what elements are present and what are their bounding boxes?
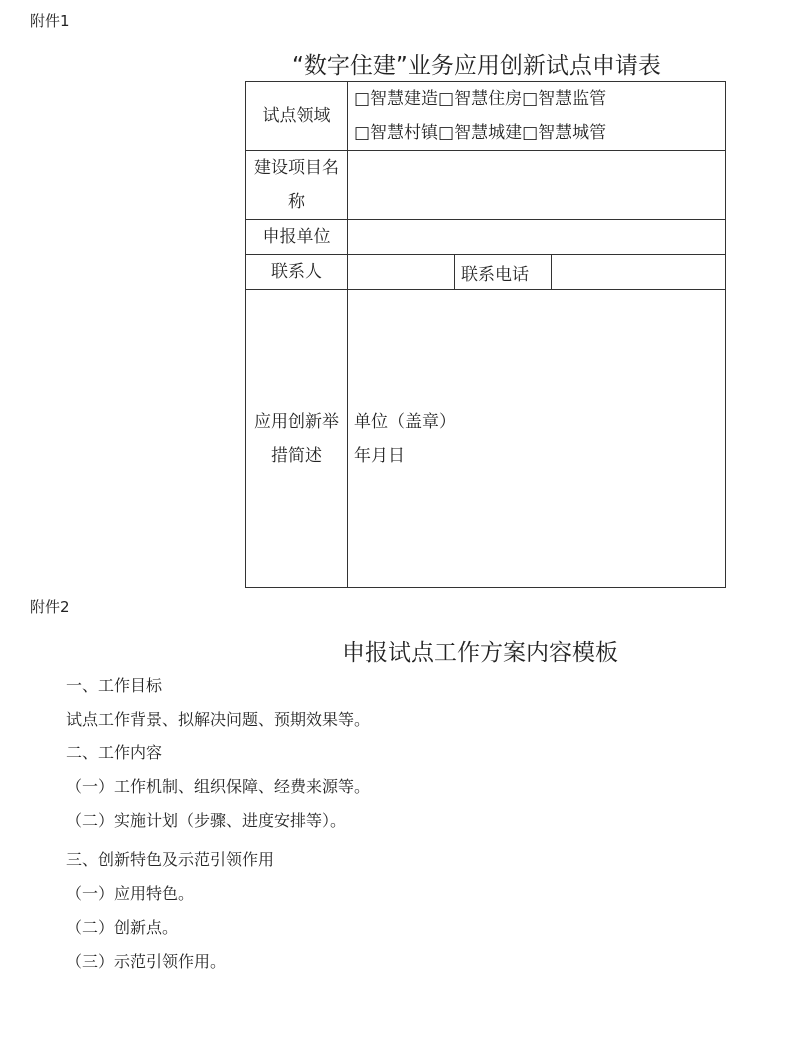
project-name-label-line-2: 称 [288,192,305,212]
template-line-5: （二）实施计划（步骤、进度安排等）。 [66,811,347,830]
template-line-9: （三）示范引领作用。 [66,952,227,971]
applicant-unit-field[interactable] [348,220,726,255]
template-line-3: 二、工作内容 [66,743,163,762]
row-pilot-area [246,82,726,151]
contact-field[interactable] [348,255,455,290]
template-line-1: 一、工作目标 [66,676,163,695]
attachment-2-title: 申报试点工作方案内容模板 [342,640,618,666]
pilot-area-options[interactable] [348,82,726,151]
measures-field[interactable] [348,290,726,588]
pilot-area-options-line-1[interactable]: □智慧建造□智慧住房□智慧监管 [354,89,607,109]
template-line-6: 三、创新特色及示范引领作用 [66,850,275,869]
template-line-7: （一）应用特色。 [66,884,195,903]
seal-text: 单位（盖章） [354,411,456,432]
attachment-1-label: 附件1 [30,12,70,30]
phone-label: 联系电话 [455,255,552,290]
project-name-label [246,151,348,220]
row-contact [246,255,726,290]
row-measures [246,290,726,588]
template-line-4: （一）工作机制、组织保障、经费来源等。 [66,777,371,796]
template-line-2: 试点工作背景、拟解决问题、预期效果等。 [66,710,371,729]
phone-field[interactable] [552,255,726,290]
pilot-area-options-line-2[interactable]: □智慧村镇□智慧城建□智慧城管 [354,123,607,143]
template-line-8: （二）创新点。 [66,918,179,937]
date-text: 年月日 [354,445,405,466]
attachment-1-title: “数字住建”业务应用创新试点申请表 [292,53,661,79]
project-name-field[interactable] [348,151,726,220]
measures-label-line-2: 措简述 [271,445,322,466]
measures-label-line-1: 应用创新举 [254,411,339,432]
row-project-name [246,151,726,220]
project-name-label-line-1: 建设项目名 [254,158,339,178]
attachment-2-label: 附件2 [30,598,70,616]
applicant-unit-label: 申报单位 [246,220,348,255]
measures-label [246,290,348,588]
row-applicant-unit [246,220,726,255]
contact-label: 联系人 [246,255,348,290]
pilot-area-label: 试点领域 [246,82,348,151]
application-form-table [245,81,726,588]
